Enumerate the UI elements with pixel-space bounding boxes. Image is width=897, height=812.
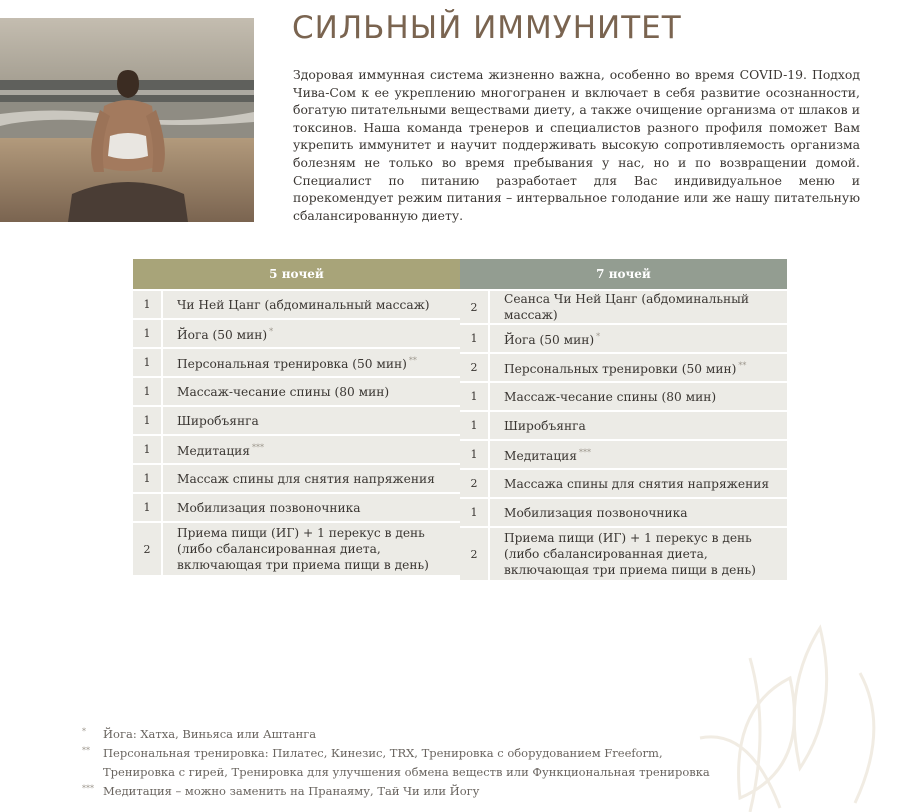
lotus-watermark-icon <box>690 618 897 812</box>
quantity-cell: 1 <box>460 499 490 526</box>
treatment-name: Массажа спины для снятия напряжения <box>504 476 770 491</box>
treatment-cell <box>163 436 460 463</box>
treatment-cell <box>490 528 787 580</box>
treatment-name: Йога (50 мин) <box>504 333 595 348</box>
quantity-cell: 1 <box>460 412 490 439</box>
meditation-photo <box>0 18 254 222</box>
intro-paragraph: Здоровая иммунная система жизненно важна, особенно во время COVID-19. Подход Чива-Сом к ее укреплению многогранен и включает в себя развитие осознанности, богатую питательными веществами диету, а также очищение организма от шлаков и токсинов. Наша команда тренеров и специалистов разного профиля поможет Вам укрепить иммунитет и научит поддерживать высокую сопротивляемость организма болезням не только во время пребывания у нас, но и по возвращении домой. Специалист по питанию разработает для Вас индивидуальное меню и порекомендует режим питания – интервальное голодание или же нашу питательную сбалансированную диету. <box>293 67 860 223</box>
footnote-marker: * <box>82 727 86 736</box>
treatment-name: Персональных тренировки (50 мин) <box>504 362 737 377</box>
table-row <box>460 325 787 352</box>
seven-nights-body <box>460 291 787 580</box>
treatment-name: Массаж-чесание спины (80 мин) <box>177 384 390 399</box>
table-row <box>460 441 787 468</box>
table-row <box>460 354 787 381</box>
footnote-marker: * <box>596 331 601 341</box>
footnotes <box>82 725 710 801</box>
treatment-name: Широбъянга <box>504 418 586 433</box>
treatment-cell <box>490 383 787 410</box>
quantity-cell: 2 <box>133 523 163 575</box>
treatment-name: Широбъянга <box>177 413 259 428</box>
treatment-name: Приема пищи (ИГ) + 1 перекус в день (либо сбалансированная диета, включающая три приема пищи в день) <box>177 526 429 572</box>
quantity-cell: 1 <box>460 441 490 468</box>
table-row <box>133 494 460 521</box>
quantity-cell: 1 <box>133 436 163 463</box>
footnote-marker: * <box>269 326 274 336</box>
treatment-cell <box>490 470 787 497</box>
quantity-cell: 2 <box>460 354 490 381</box>
footnote-marker: ** <box>82 746 90 755</box>
footnote-text: Тренировка с гирей, Тренировка для улучшения обмена веществ или Функциональная тренировка <box>103 765 710 779</box>
table-row <box>133 436 460 463</box>
treatment-name: Персональная тренировка (50 мин) <box>177 357 407 372</box>
treatment-cell <box>163 320 460 347</box>
treatment-name: Йога (50 мин) <box>177 328 268 343</box>
footnote <box>82 725 710 744</box>
treatment-name: Массаж-чесание спины (80 мин) <box>504 389 717 404</box>
table-row <box>460 470 787 497</box>
treatment-cell <box>163 291 460 318</box>
footnote <box>82 782 710 801</box>
treatment-cell <box>490 441 787 468</box>
table-row <box>133 291 460 318</box>
treatment-cell <box>163 349 460 376</box>
treatment-name: Мобилизация позвоночника <box>504 505 688 520</box>
seven-nights-header: 7 ночей <box>460 259 787 289</box>
table-row <box>133 465 460 492</box>
quantity-cell: 1 <box>133 291 163 318</box>
table-row <box>460 528 787 580</box>
treatment-name: Чи Ней Цанг (абдоминальный массаж) <box>177 297 430 312</box>
quantity-cell: 1 <box>460 325 490 352</box>
quantity-cell: 2 <box>460 528 490 580</box>
treatment-cell <box>490 499 787 526</box>
treatment-name: Медитация <box>177 444 250 459</box>
table-row <box>460 499 787 526</box>
table-row <box>133 349 460 376</box>
treatment-cell <box>490 291 787 323</box>
five-nights-header: 5 ночей <box>133 259 460 289</box>
quantity-cell: 1 <box>133 349 163 376</box>
treatment-name: Мобилизация позвоночника <box>177 500 361 515</box>
quantity-cell: 1 <box>133 407 163 434</box>
treatment-cell <box>490 412 787 439</box>
table-row <box>133 407 460 434</box>
table-row <box>460 412 787 439</box>
table-row <box>460 291 787 323</box>
table-row <box>460 383 787 410</box>
page-title: СИЛЬНЫЙ ИММУНИТЕТ <box>292 10 682 46</box>
table-row <box>133 320 460 347</box>
quantity-cell: 2 <box>460 470 490 497</box>
seven-nights-table <box>460 257 787 582</box>
quantity-cell: 1 <box>133 494 163 521</box>
footnote-text: Персональная тренировка: Пилатес, Кинезис, TRX, Тренировка с оборудованием Freeform, <box>103 746 663 760</box>
footnote-marker: ** <box>738 360 747 370</box>
table-row <box>133 523 460 575</box>
treatment-name: Приема пищи (ИГ) + 1 перекус в день (либо сбалансированная диета, включающая три приема пищи в день) <box>504 531 756 577</box>
treatment-cell <box>163 378 460 405</box>
treatment-cell <box>490 325 787 352</box>
five-nights-table <box>133 257 460 577</box>
treatment-name: Сеанса Чи Ней Цанг (абдоминальный массаж) <box>504 292 749 322</box>
treatment-cell <box>163 523 460 575</box>
quantity-cell: 1 <box>133 465 163 492</box>
footnote-marker: *** <box>578 447 591 457</box>
footnote-text: Медитация – можно заменить на Пранаяму, Тай Чи или Йогу <box>103 784 480 798</box>
footnote-marker: ** <box>408 355 417 365</box>
table-row <box>133 378 460 405</box>
treatment-name: Массаж спины для снятия напряжения <box>177 471 435 486</box>
quantity-cell: 2 <box>460 291 490 323</box>
treatment-cell <box>163 494 460 521</box>
treatment-cell <box>163 407 460 434</box>
footnote <box>82 744 710 782</box>
footnote-text: Йога: Хатха, Виньяса или Аштанга <box>103 727 317 741</box>
treatment-cell <box>163 465 460 492</box>
treatment-name: Медитация <box>504 449 577 464</box>
treatment-cell <box>490 354 787 381</box>
quantity-cell: 1 <box>460 383 490 410</box>
footnote-marker: *** <box>82 784 94 793</box>
quantity-cell: 1 <box>133 320 163 347</box>
footnote-marker: *** <box>251 442 264 452</box>
five-nights-body <box>133 291 460 575</box>
quantity-cell: 1 <box>133 378 163 405</box>
